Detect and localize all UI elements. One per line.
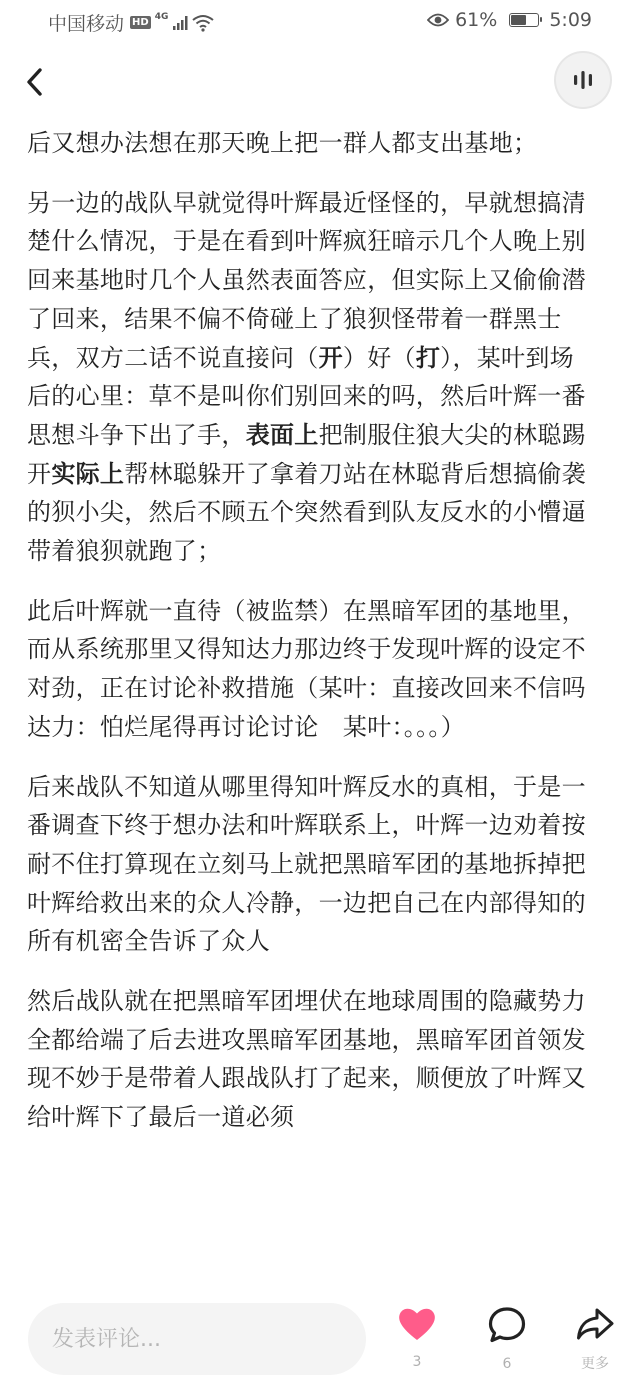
paragraph-3: 此后叶辉就一直待（被监禁）在黑暗军团的基地里，而从系统那里又得知达力那边终于发现叶辉的设定不对劲，正在讨论补救措施（某叶：直接改回来不信吗 达力：怕烂尾得再讨论讨论 某叶：。。。） [27,596,619,741]
p2-text-2: ）好（ [342,343,416,372]
p2-text-1: 另一边的战队早就觉得叶辉最近怪怪的，早就想搞清楚什么情况，于是在看到叶辉疯狂暗示几个人晚上别回来基地时几个人虽然表面答应，但实际上又偷偷潜了回来，结果不偏不倚碰上了狼狈怪带着一群黑士兵，双方二话不说直接问（ [27,188,586,372]
comment-bubble-icon [487,1306,527,1344]
share-arrow-icon [575,1306,615,1344]
like-count: 3 [412,1354,422,1370]
p2-bold-2: 打 [415,343,441,372]
network-type: 4G [154,11,169,22]
more-label: 更多 [581,1356,609,1372]
p2-text-4: 把制服住狼大尖的林聪踢开 [27,420,586,488]
paragraph-4: 后来战队不知道从哪里得知叶辉反水的真相，于是一番调查下终于想办法和叶辉联系上，叶辉一边劝着按耐不住打算现在立刻马上就把黑暗军团的基地拆掉把叶辉给救出来的众人冷静，一边把自己在内部得知的所有机密全告诉了众人 [27,772,586,956]
clock: 5:09 [549,9,592,31]
bottom-bar [0,1298,640,1387]
p2-text-5: 帮林聪躲开了拿着刀站在林聪背后想搞偷袭的狈小尖，然后不顾五个突然看到队友反水的小懵逼带着狼狈就跑了； [27,459,586,566]
comment-button[interactable] [477,1306,537,1372]
article-body [27,124,619,1158]
audio-bars-icon [571,69,595,91]
p2-text-3: ），某叶到场后的心里：草不是叫你们别回来的吗，然后叶辉一番思想斗争下出了手， [27,343,586,449]
eye-icon [427,12,449,28]
like-button[interactable] [387,1306,447,1370]
battery-level [511,15,526,25]
battery-icon [509,13,539,27]
paragraph-1: 后又想办法想在那天晚上把一群人都支出基地； [27,129,538,157]
more-button[interactable] [565,1306,625,1372]
voice-read-button[interactable] [556,53,610,107]
signal-icon [172,15,188,31]
carrier-name: 中国移动 [48,13,125,35]
comment-count: 6 [502,1356,512,1372]
comment-input[interactable] [28,1303,366,1375]
status-left [48,9,214,36]
p2-bold-1: 开 [318,343,343,372]
status-bar [0,0,640,44]
wifi-icon [192,14,214,32]
back-button[interactable] [20,62,56,102]
hd-badge: HD [132,17,149,28]
p2-bold-4: 实际上 [51,459,125,488]
paragraph-5: 然后战队就在把黑暗军团埋伏在地球周围的隐藏势力全都给端了后去进攻黑暗军团基地，黑暗军团首领发现不妙于是带着人跟战队打了起来，顺便放了叶辉又给叶辉下了最后一道必须 [27,987,586,1132]
paragraph-2 [27,184,587,571]
heart-icon [397,1306,437,1342]
chevron-left-icon [20,62,56,102]
p2-bold-3: 表面上 [245,420,319,449]
battery-percent: 61% [455,9,498,31]
status-right [427,9,592,31]
